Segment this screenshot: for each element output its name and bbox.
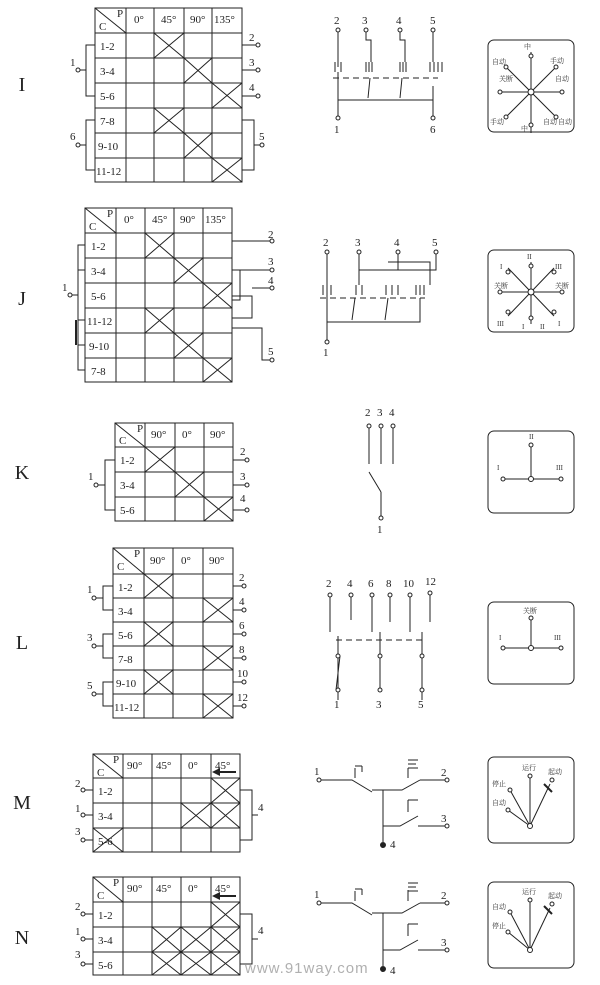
terminal-label: 1 [88,471,94,483]
circuit-terminal: 3 [355,237,361,249]
circuit-terminal: 5 [418,699,424,711]
terminal-label: 4 [249,82,255,94]
angle-header: 45° [161,14,177,26]
circuit-N [320,883,445,966]
row-label: 1-2 [100,41,115,53]
watermark: www.91way.com [245,960,369,977]
row-label: 5-6 [98,836,113,848]
circuit-M [320,760,445,842]
dial-label: I [497,464,500,472]
circuit-terminal: 1 [377,524,383,536]
dial-label: III [556,464,563,472]
dial-label: 停止 [492,922,506,930]
circuit-terminal: 2 [326,578,332,590]
dial-label: I [499,634,502,642]
dial-label: 中 [521,125,528,133]
circuit-terminal: 2 [441,890,447,902]
dial-label: 起动 [548,892,562,900]
dial-label: 自动 [558,118,572,126]
dial-label: 关断 [555,282,569,290]
row-label: 11-12 [96,166,122,178]
circuit-L [330,593,430,700]
terminal-label: 8 [239,644,245,656]
row-label: 5-6 [120,505,135,517]
terminal-label: 4 [258,802,264,814]
row-label: 1-2 [98,786,113,798]
dial-label: 自动 [555,75,569,83]
section-label-K: K [14,462,30,484]
angle-header: 0° [134,14,144,26]
circuit-terminal: 2 [334,15,340,27]
terminal-label: 5 [259,131,265,143]
row-label: 5-6 [98,960,113,972]
section-label-L: L [15,632,29,654]
terminal-label: 2 [75,778,81,790]
section-label-N: N [14,927,30,949]
circuit-terminal: 3 [376,699,382,711]
angle-header: 0° [124,214,134,226]
corner-c: C [89,221,97,233]
angle-header: 90° [127,883,143,895]
dial-label: I [500,263,503,271]
terminal-label: 2 [239,572,245,584]
corner-c: C [99,21,107,33]
terminal-label: 10 [237,668,248,680]
terminal-label: 3 [87,632,93,644]
angle-header: 45° [156,760,172,772]
circuit-terminal: 5 [432,237,438,249]
circuit-terminal: 2 [323,237,329,249]
terminal-label: 4 [268,275,274,287]
row-label: 5-6 [100,91,115,103]
angle-header: 45° [215,760,231,772]
circuit-terminal: 4 [396,15,402,27]
angle-header: 90° [151,429,167,441]
corner-c: C [97,890,105,902]
corner-p: P [134,548,141,560]
circuit-terminal: 8 [386,578,392,590]
terminal-label: 4 [240,493,246,505]
row-label: 1-2 [118,582,133,594]
corner-p: P [137,423,144,435]
terminal-label: 2 [240,446,246,458]
dial-label: II [527,253,532,261]
terminal-label: 1 [62,282,68,294]
dial-label: 自动 [543,118,557,126]
dial-label: 运行 [522,764,536,772]
circuit-terminal: 4 [394,237,400,249]
circuit-terminal: 3 [377,407,383,419]
terminal-label: 4 [258,925,264,937]
dial-label: 关断 [523,607,537,615]
row-label: 1-2 [120,455,135,467]
corner-c: C [117,561,125,573]
dial-label: 停止 [492,780,506,788]
circuit-terminal: 1 [334,699,340,711]
terminal-label: 3 [249,57,255,69]
row-label: 3-4 [100,66,115,78]
terminal-label: 1 [75,803,81,815]
row-label: 7-8 [118,654,133,666]
circuit-terminal: 4 [390,839,396,851]
angle-header: 0° [181,555,191,567]
circuit-terminal: 4 [390,965,396,977]
circuit-terminal: 4 [389,407,395,419]
terminal-label: 3 [75,826,81,838]
terminal-label: 6 [70,131,76,143]
circuit-I [333,30,442,118]
row-label: 3-4 [98,811,113,823]
terminal-label: 2 [268,229,274,241]
circuit-terminal: 6 [368,578,374,590]
row-label: 7-8 [100,116,115,128]
circuit-terminal: 3 [362,15,368,27]
dial-label: III [555,263,562,271]
angle-header: 135° [205,214,226,226]
row-label: 9-10 [98,141,119,153]
terminal-label: 12 [237,692,248,704]
angle-header: 45° [152,214,168,226]
corner-c: C [97,767,105,779]
dial-label: 起动 [548,768,562,776]
terminal-label: 2 [249,32,255,44]
row-label: 5-6 [91,291,106,303]
angle-header: 90° [150,555,166,567]
terminal-label: 1 [87,584,93,596]
terminal-label: 3 [75,949,81,961]
angle-header: 90° [209,555,225,567]
row-label: 7-8 [91,366,106,378]
circuit-J [320,252,436,342]
angle-header: 0° [188,883,198,895]
dial-label: 手动 [490,118,504,126]
angle-header: 0° [182,429,192,441]
circuit-terminal: 6 [430,124,436,136]
circuit-terminal: 10 [403,578,414,590]
corner-p: P [107,208,114,220]
dial-label: I [558,320,561,328]
dial-label: 自动 [492,58,506,66]
circuit-terminal: 1 [334,124,340,136]
terminal-label: 5 [268,346,274,358]
angle-header: 0° [188,760,198,772]
dial-label: 中 [524,43,531,51]
row-label: 1-2 [98,910,113,922]
dial-label: II [540,323,545,331]
row-label: 3-4 [98,935,113,947]
section-label-J: J [18,288,26,310]
dial-label: 关断 [499,75,513,83]
corner-p: P [117,8,124,20]
dial-label: II [529,433,534,441]
angle-header: 90° [190,14,206,26]
row-label: 9-10 [89,341,110,353]
angle-header: 90° [127,760,143,772]
row-label: 5-6 [118,630,133,642]
circuit-terminal: 4 [347,578,353,590]
angle-header: 135° [214,14,235,26]
section-label-I: I [18,74,26,96]
dial-label: I [522,323,525,331]
row-label: 3-4 [118,606,133,618]
terminal-label: 2 [75,901,81,913]
terminal-label: 4 [239,596,245,608]
row-label: 1-2 [91,241,106,253]
terminal-label: 3 [240,471,246,483]
circuit-terminal: 1 [314,766,320,778]
circuit-terminal: 2 [441,767,447,779]
circuit-terminal: 3 [441,937,447,949]
terminal-label: 1 [70,57,76,69]
row-label: 9-10 [116,678,137,690]
dial-label: 自动 [492,799,506,807]
circuit-terminal: 2 [365,407,371,419]
row-label: 3-4 [91,266,106,278]
angle-header: 90° [210,429,226,441]
circuit-K [369,426,393,517]
dial-label: III [497,320,504,328]
terminal-label: 1 [75,926,81,938]
corner-p: P [113,877,120,889]
circuit-terminal: 5 [430,15,436,27]
dial-label: 运行 [522,888,536,896]
dial-label: III [554,634,561,642]
dial-label: 关断 [494,282,508,290]
circuit-terminal: 3 [441,813,447,825]
terminal-label: 6 [239,620,245,632]
section-label-M: M [13,792,31,814]
row-label: 11-12 [114,702,140,714]
angle-header: 45° [156,883,172,895]
terminal-label: 3 [268,256,274,268]
dial-label: 自动 [492,903,506,911]
angle-header: 90° [180,214,196,226]
circuit-terminal: 12 [425,576,436,588]
circuit-terminal: 1 [323,347,329,359]
circuit-terminal: 1 [314,889,320,901]
dial-label: 手动 [550,57,564,65]
angle-header: 45° [215,883,231,895]
corner-p: P [113,754,120,766]
terminal-label: 5 [87,680,93,692]
row-label: 3-4 [120,480,135,492]
row-label: 11-12 [87,316,113,328]
corner-c: C [119,435,127,447]
